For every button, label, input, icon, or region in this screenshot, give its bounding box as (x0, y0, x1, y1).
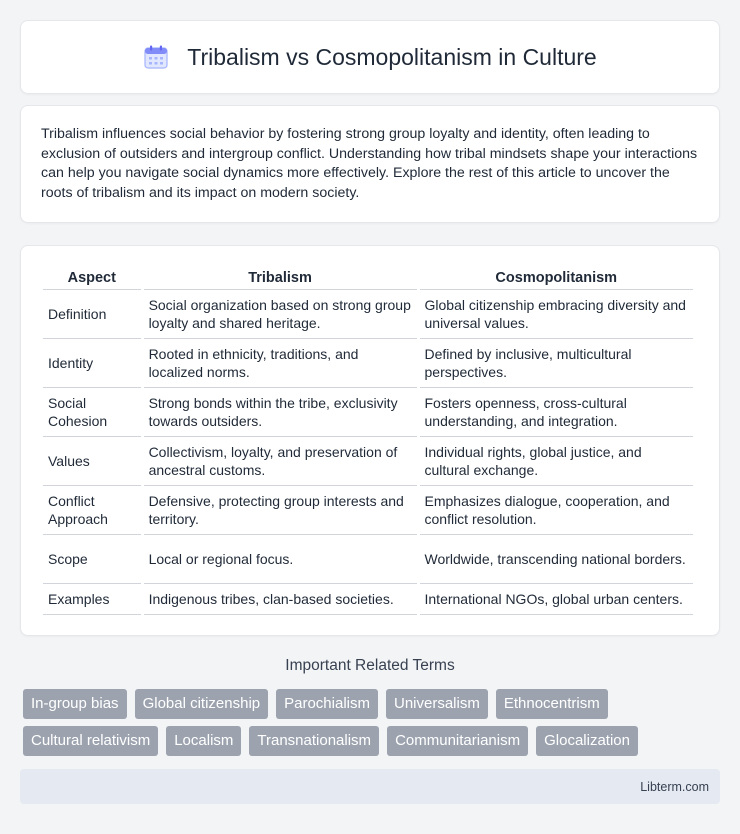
cell-tribalism: Strong bonds within the tribe, exclusivity towards outsiders. (144, 388, 417, 437)
cell-cosmopolitanism: Defined by inclusive, multicultural perspectives. (420, 339, 694, 388)
cell-cosmopolitanism: International NGOs, global urban centers. (420, 584, 694, 615)
calendar-icon (143, 44, 169, 70)
table-row (43, 535, 693, 584)
table-row (43, 388, 693, 437)
term-tag[interactable]: Glocalization (536, 726, 638, 756)
cell-aspect: Definition (43, 290, 141, 339)
cell-cosmopolitanism: Emphasizes dialogue, cooperation, and conflict resolution. (420, 486, 694, 535)
cell-tribalism: Local or regional focus. (144, 535, 417, 584)
table-row (43, 584, 693, 615)
header-tribalism: Tribalism (144, 266, 417, 290)
cell-cosmopolitanism: Worldwide, transcending national borders. (420, 535, 694, 584)
related-terms (23, 689, 723, 763)
cell-aspect: Identity (43, 339, 141, 388)
page-title: Tribalism vs Cosmopolitanism in Culture (187, 43, 597, 70)
related-terms-title: Important Related Terms (285, 657, 455, 674)
term-tag[interactable]: Parochialism (276, 689, 378, 719)
footer-site-link[interactable]: Libterm.com (640, 779, 709, 794)
table-row (43, 486, 693, 535)
comparison-table-card (20, 245, 720, 636)
term-tag[interactable]: Transnationalism (249, 726, 379, 756)
comparison-table (40, 266, 696, 615)
cell-tribalism: Defensive, protecting group interests and territory. (144, 486, 417, 535)
cell-aspect: Conflict Approach (43, 486, 141, 535)
cell-aspect: Values (43, 437, 141, 486)
cell-tribalism: Indigenous tribes, clan-based societies. (144, 584, 417, 615)
terms-row (23, 726, 723, 756)
table-row (43, 339, 693, 388)
term-tag[interactable]: Localism (166, 726, 241, 756)
cell-tribalism: Collectivism, loyalty, and preservation of ancestral customs. (144, 437, 417, 486)
cell-aspect: Scope (43, 535, 141, 584)
term-tag[interactable]: Communitarianism (387, 726, 528, 756)
cell-tribalism: Rooted in ethnicity, traditions, and localized norms. (144, 339, 417, 388)
table-row (43, 437, 693, 486)
cell-aspect: Examples (43, 584, 141, 615)
table-header-row (43, 266, 693, 290)
term-tag[interactable]: Global citizenship (135, 689, 269, 719)
cell-tribalism: Social organization based on strong group loyalty and shared heritage. (144, 290, 417, 339)
term-tag[interactable]: In-group bias (23, 689, 127, 719)
header (143, 44, 596, 71)
cell-cosmopolitanism: Global citizenship embracing diversity and universal values. (420, 290, 694, 339)
cell-cosmopolitanism: Individual rights, global justice, and cultural exchange. (420, 437, 694, 486)
footer (20, 769, 720, 804)
intro-card (20, 105, 720, 223)
cell-cosmopolitanism: Fosters openness, cross-cultural understanding, and integration. (420, 388, 694, 437)
cell-aspect: Social Cohesion (43, 388, 141, 437)
term-tag[interactable]: Cultural relativism (23, 726, 158, 756)
intro-paragraph: Tribalism influences social behavior by fostering strong group loyalty and identity, often leading to exclusion of outsiders and intergroup conflict. Understanding how tribal mindsets shape your interactions can help you navigate social dynamics more effectively. Explore the rest of this article to uncover the roots of tribalism and its impact on modern society. (41, 126, 698, 201)
header-cosmopolitanism: Cosmopolitanism (420, 266, 694, 290)
terms-row (23, 689, 723, 719)
term-tag[interactable]: Ethnocentrism (496, 689, 608, 719)
term-tag[interactable]: Universalism (386, 689, 488, 719)
table-row (43, 290, 693, 339)
header-card (20, 20, 720, 94)
header-aspect: Aspect (43, 266, 141, 290)
